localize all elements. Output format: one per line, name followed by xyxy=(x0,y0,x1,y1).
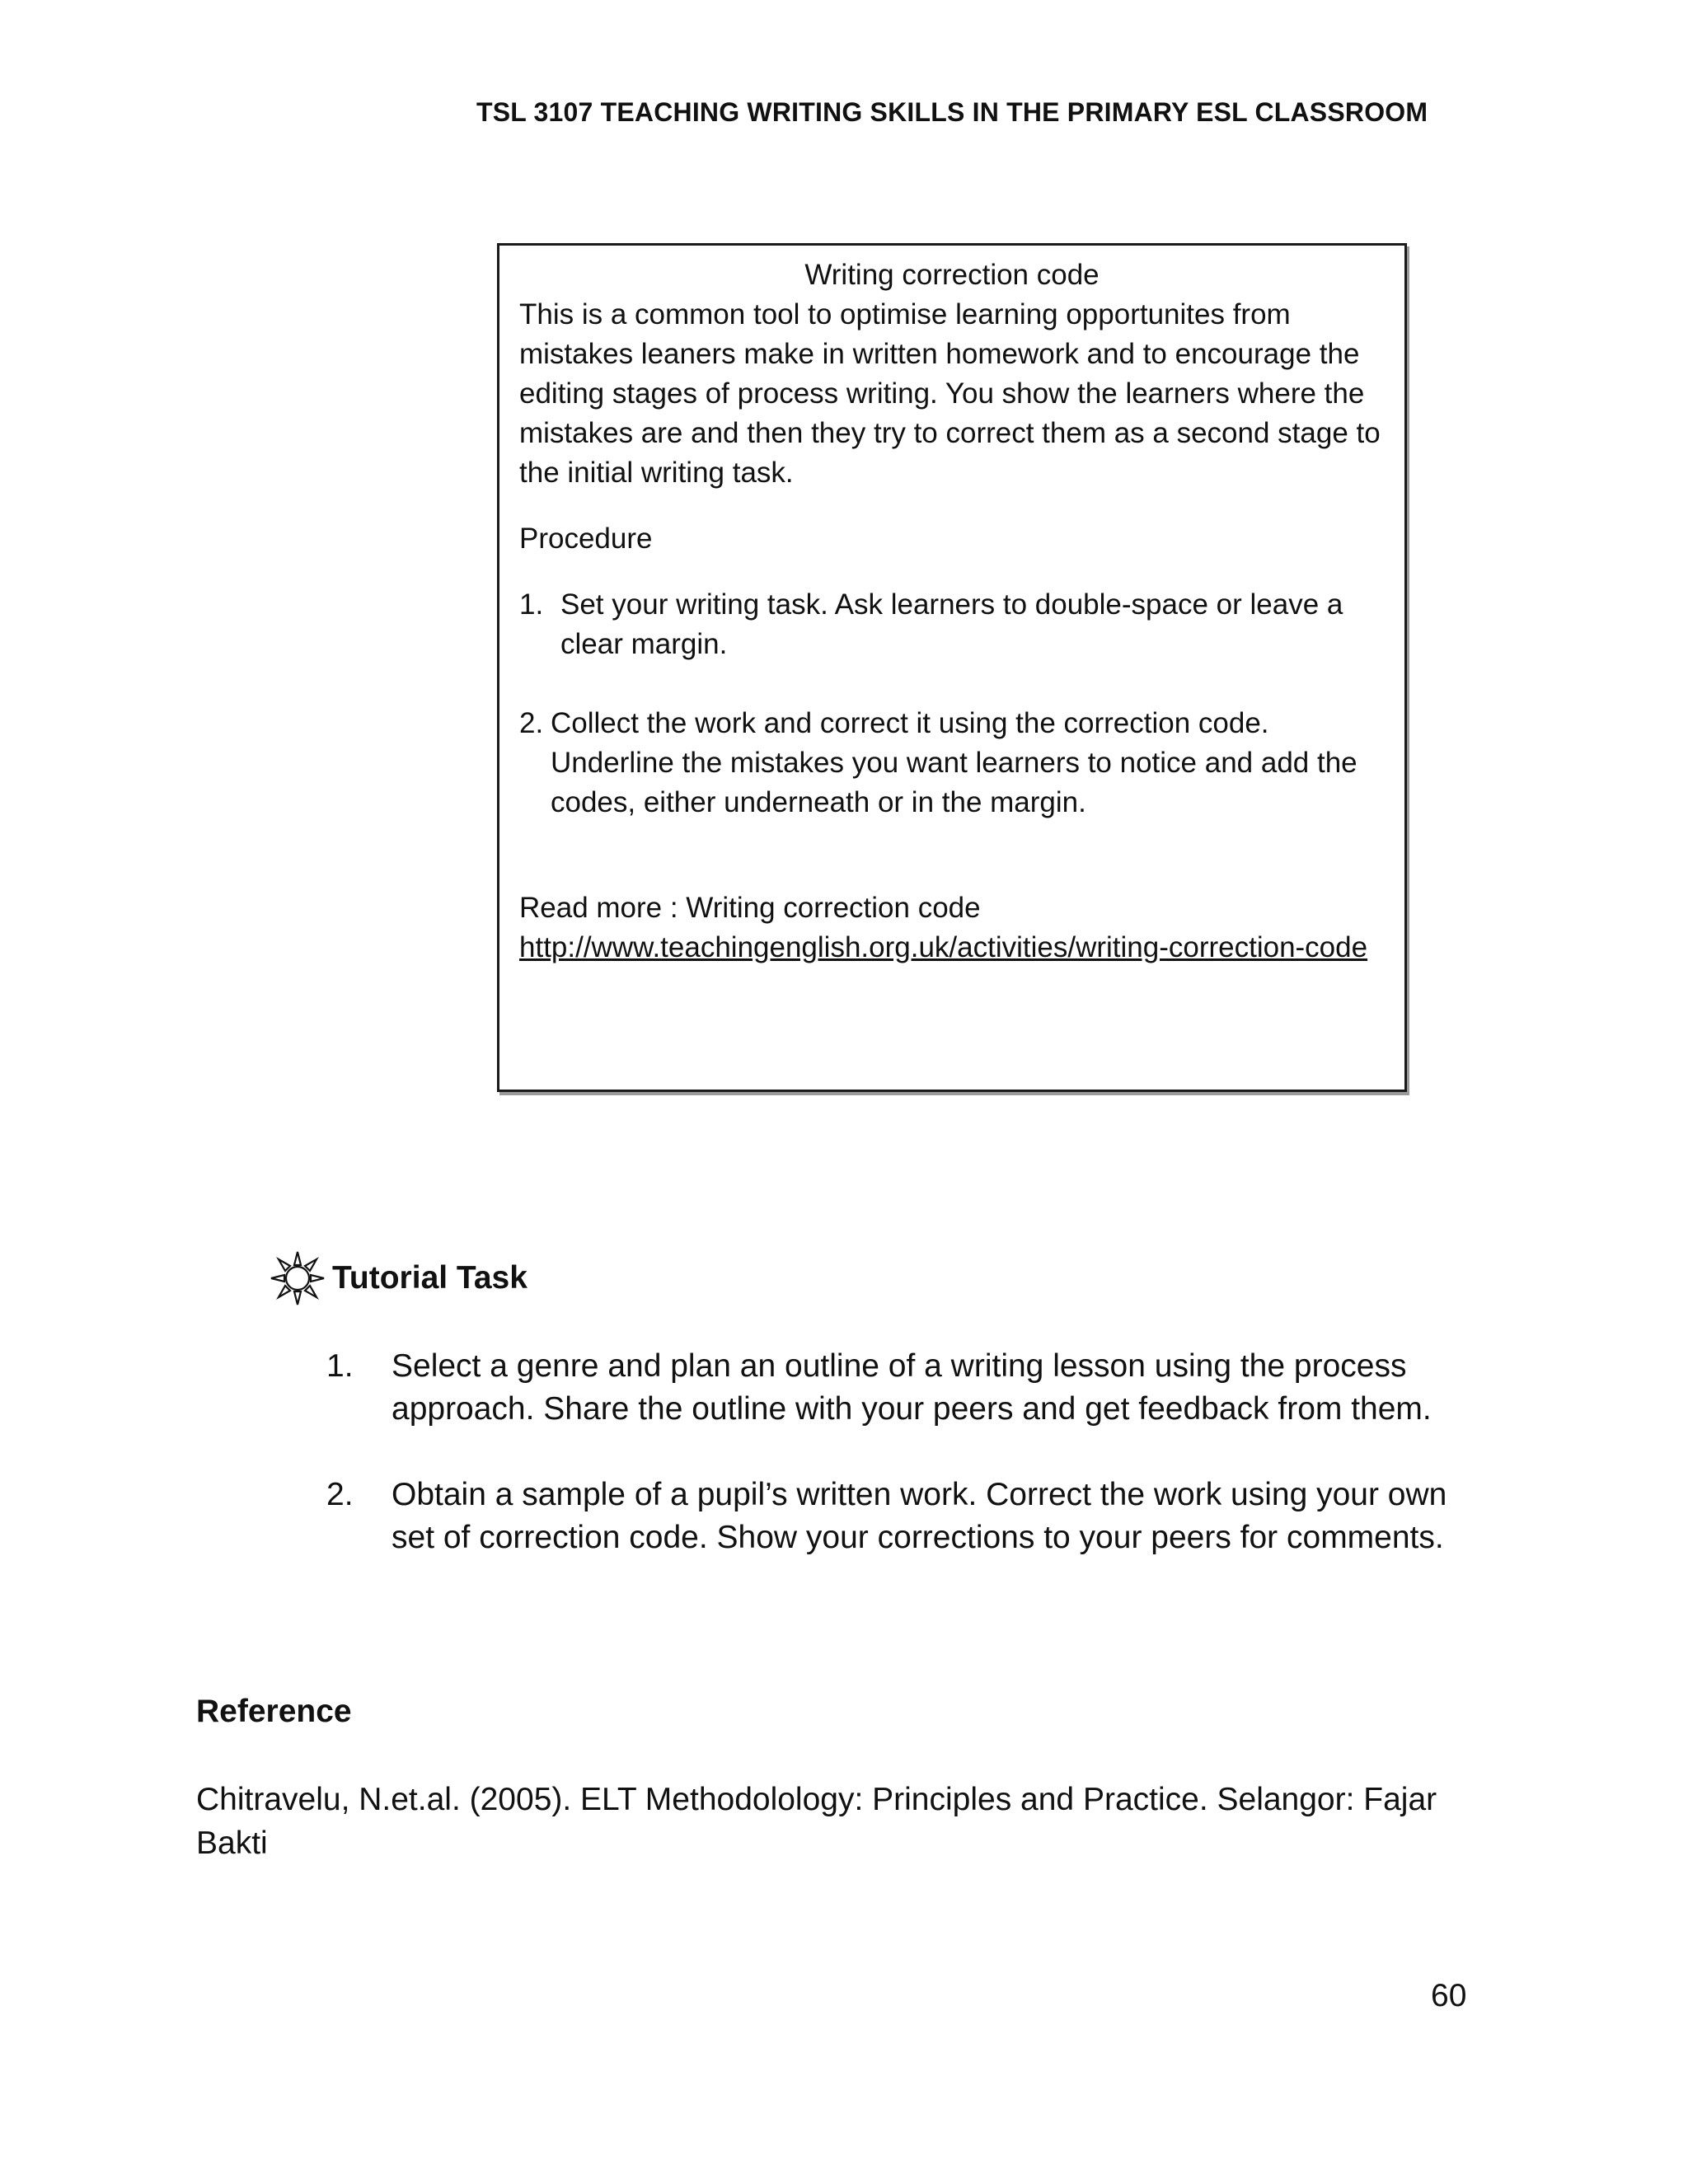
reference-heading: Reference xyxy=(196,1694,352,1729)
procedure-step-text: Collect the work and correct it using the correction code. Underline the mistakes you want learners to notice and add the codes, either underneath or in the margin. xyxy=(551,707,1357,818)
reference-entry: Chitravelu, N.et.al. (2005). ELT Methodolology: Principles and Practice. Selangor: Fajar Bakti xyxy=(196,1782,1437,1861)
procedure-step xyxy=(519,585,1385,664)
correction-code-box xyxy=(497,243,1407,1092)
box-intro-paragraph: This is a common tool to optimise learning opportunites from mistakes leaners make in written homework and to encourage the editing stages of process writing. You show the learners where the mistakes are and then they try to correct them as a second stage to the initial writing task. xyxy=(519,298,1381,489)
tutorial-task xyxy=(326,1345,1480,1431)
procedure-step-text: Set your writing task. Ask learners to double-space or leave a clear margin. xyxy=(560,588,1343,660)
sun-icon xyxy=(268,1249,327,1308)
tutorial-task-text: Select a genre and plan an outline of a writing lesson using the process approach. Share the outline with your peers and get feedback from them. xyxy=(392,1348,1432,1427)
box-title: Writing correction code xyxy=(804,259,1100,291)
tutorial-task-text: Obtain a sample of a pupil’s written work. Correct the work using your own set of correction code. Show your corrections to your peers for comments. xyxy=(392,1477,1447,1555)
tutorial-heading xyxy=(268,1249,528,1308)
tutorial-task-list xyxy=(326,1345,1480,1602)
procedure-step-number: 1. xyxy=(519,588,544,621)
page-number: 60 xyxy=(1431,1978,1467,2013)
running-header: TSL 3107 TEACHING WRITING SKILLS IN THE PRIMARY ESL CLASSROOM xyxy=(476,97,1428,127)
tutorial-task xyxy=(326,1474,1480,1559)
tutorial-heading-text: Tutorial Task xyxy=(332,1260,528,1296)
procedure-step-number: 2. xyxy=(519,707,544,739)
read-more-link[interactable]: http://www.teachingenglish.org.uk/activities/writing-correction-code xyxy=(519,931,1368,963)
procedure-step xyxy=(519,704,1385,823)
tutorial-task-number: 2. xyxy=(326,1477,354,1512)
tutorial-task-number: 1. xyxy=(326,1348,354,1384)
procedure-label: Procedure xyxy=(519,523,653,555)
read-more-label: Read more : Writing correction code xyxy=(519,892,981,924)
